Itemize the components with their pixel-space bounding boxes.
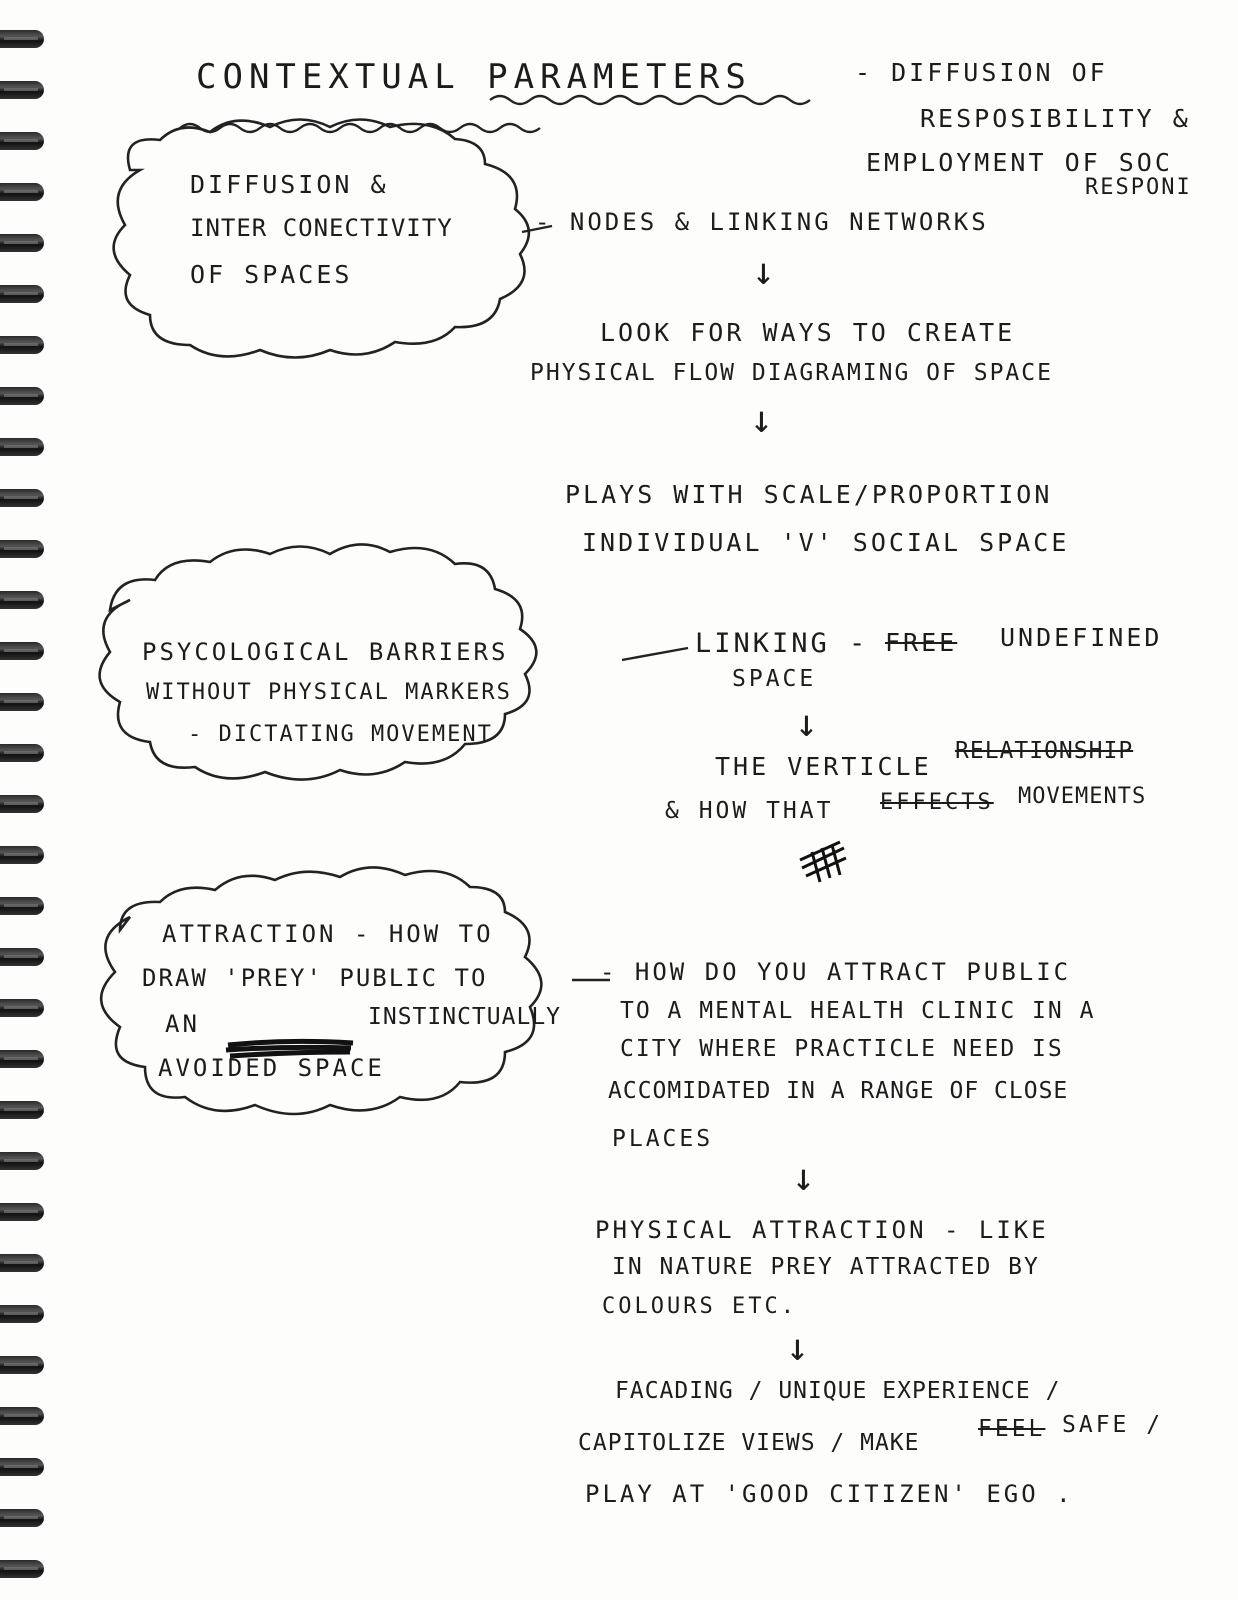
arrow-2: ↓	[750, 397, 776, 441]
title-underline	[180, 96, 810, 132]
top-right-line-3: EMPLOYMENT OF SOC	[866, 148, 1173, 177]
bubble3-line-2: DRAW 'PREY' PUBLIC TO	[142, 964, 488, 992]
bubble2-link-free: FREE	[885, 628, 958, 657]
bubble2-line-2: WITHOUT PHYSICAL MARKERS	[146, 680, 512, 705]
arrow-5: ↓	[786, 1325, 812, 1369]
arrow-3: ↓	[795, 701, 821, 745]
flow4-line-2-b: FEEL	[978, 1416, 1046, 1442]
connector-2	[622, 648, 688, 660]
bubble3-line-3-a: AN	[165, 1010, 200, 1038]
bubble1-line-2: INTER CONECTIVITY	[190, 214, 453, 242]
flow3-line-2: IN NATURE PREY ATTRACTED BY	[612, 1254, 1040, 1280]
bubble3-line-1: ATTRACTION - HOW TO	[162, 920, 494, 948]
flow1-step2-line-2: INDIVIDUAL 'V' SOCIAL SPACE	[582, 528, 1070, 557]
top-right-line-1: - DIFFUSION OF	[855, 58, 1108, 87]
bubble3-link-line-3: CITY WHERE PRACTICLE NEED IS	[620, 1036, 1064, 1062]
flow1-step1-line-2: PHYSICAL FLOW DIAGRAMING OF SPACE	[530, 360, 1053, 386]
bubble1-link: - NODES & LINKING NETWORKS	[535, 208, 989, 236]
flow2-line1-a: THE VERTICLE	[715, 752, 932, 781]
scribble-mark	[800, 842, 846, 882]
top-right-line-4: RESPONI	[1085, 175, 1192, 200]
flow2-line2-a: & HOW THAT	[665, 798, 834, 824]
bubble2-link-space: SPACE	[732, 666, 817, 692]
flow4-line-2-c: SAFE /	[1062, 1412, 1164, 1438]
flow1-step1-line-1: LOOK FOR WAYS TO CREATE	[600, 318, 1016, 347]
top-right-line-2: RESPOSIBILITY &	[920, 104, 1191, 133]
bubble3-link-line-5: PLACES	[612, 1126, 714, 1152]
bubble3-link-line-4: ACCOMIDATED IN A RANGE OF CLOSE	[608, 1078, 1069, 1104]
bubble2-line-3: - DICTATING MOVEMENT	[188, 722, 493, 747]
flow3-line-1: PHYSICAL ATTRACTION - LIKE	[595, 1216, 1049, 1244]
flow1-step2-line-1: PLAYS WITH SCALE/PROPORTION	[565, 480, 1053, 509]
flow4-line-1: FACADING / UNIQUE EXPERIENCE /	[615, 1378, 1061, 1404]
bubble2-line-1: PSYCOLOGICAL BARRIERS	[142, 638, 509, 666]
flow4-line-3: PLAY AT 'GOOD CITIZEN' EGO .	[585, 1480, 1074, 1508]
bubble1-line-3: OF SPACES	[190, 260, 353, 289]
flow4-line-2-a: CAPITOLIZE VIEWS / MAKE	[578, 1430, 920, 1456]
bubble1-line-1: DIFFUSION &	[190, 170, 389, 199]
bubble3-link-line-2: TO A MENTAL HEALTH CLINIC IN A	[620, 998, 1096, 1024]
bubble2-link-linking: LINKING -	[695, 628, 869, 659]
bubble3-line-4: AVOIDED SPACE	[158, 1054, 385, 1082]
flow3-line-3: COLOURS ETC.	[602, 1294, 797, 1319]
arrow-1: ↓	[752, 249, 778, 293]
flow2-line2-b: EFFECTS	[880, 790, 994, 815]
page-title: CONTEXTUAL PARAMETERS	[196, 57, 752, 97]
bubble3-line-3-b: INSTINCTUALLY	[368, 1004, 562, 1030]
bubble3-link-line-1: - HOW DO YOU ATTRACT PUBLIC	[600, 958, 1072, 986]
flow2-line2-c: MOVEMENTS	[1018, 784, 1147, 809]
bubble2-link-undefined: UNDEFINED	[1000, 623, 1163, 652]
flow2-line1-b: RELATIONSHIP	[955, 738, 1134, 764]
arrow-4: ↓	[792, 1155, 818, 1199]
